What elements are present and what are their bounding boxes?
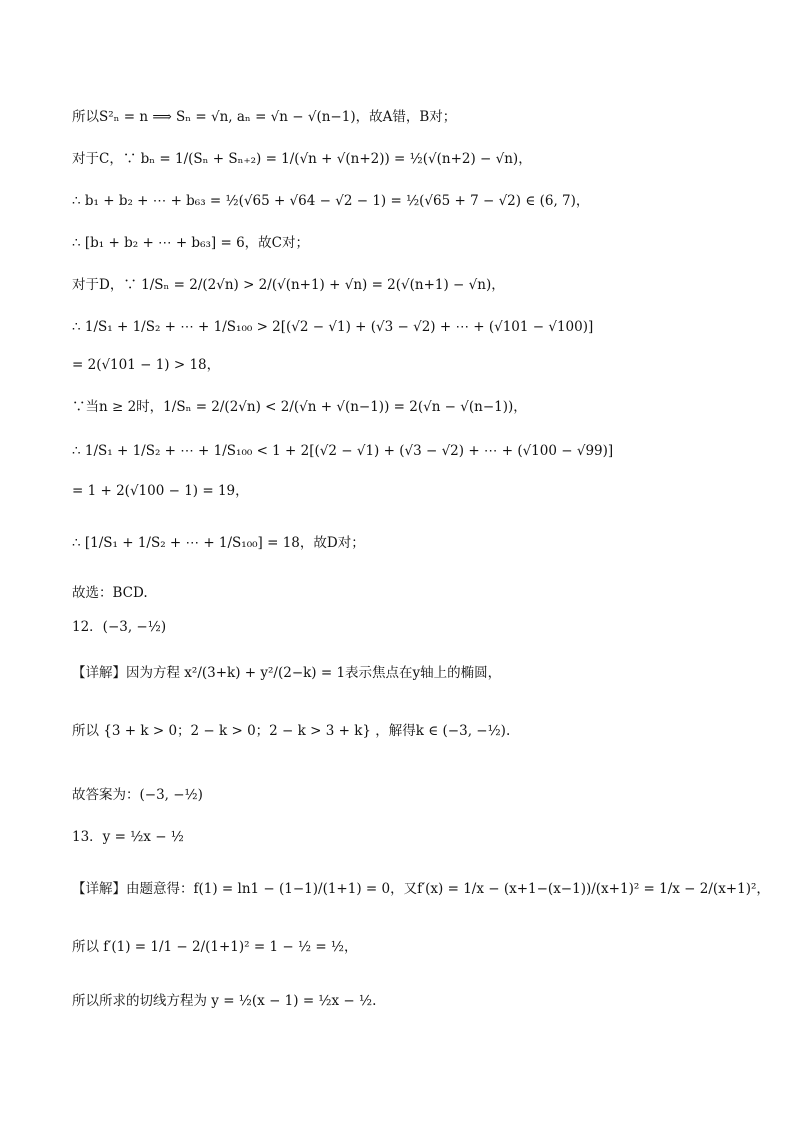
line-q13-tangent: 所以所求的切线方程为 y = ½(x − 1) = ½x − ½. <box>72 993 377 1009</box>
line-q12-final: 故答案为：(−3, −½) <box>72 787 203 803</box>
line-q13-derivative: 所以 f′(1) = 1/1 − 2/(1+1)² = 1 − ½ = ½， <box>72 939 358 955</box>
line-c-floor: ∴ [b₁ + b₂ + ⋯ + b₆₃] = 6，故C对； <box>72 235 309 251</box>
line-d-inequality: 对于D，∵ 1/Sₙ = 2/(2√n) > 2/(√(n+1) + √n) = 2(√(n+1) − √n)， <box>72 277 505 293</box>
line-q12-answer: 12．(−3, −½) <box>72 619 167 635</box>
line-d-sum-upper: ∴ 1/S₁ + 1/S₂ + ⋯ + 1/S₁₀₀ < 1 + 2[(√2 − √1) + (√3 − √2) + ⋯ + (√100 − √99)] <box>72 443 614 459</box>
line-c-sum: ∴ b₁ + b₂ + ⋯ + b₆₃ = ½(√65 + √64 − √2 − 1) = ½(√65 + 7 − √2) ∈ (6, 7)， <box>72 193 590 209</box>
line-d-lower-result: = 2(√101 − 1) > 18， <box>72 357 221 373</box>
line-s-n-result: 所以S²ₙ = n ⟹ Sₙ = √n, aₙ = √n − √(n−1)，故A错，B对； <box>72 109 457 125</box>
line-q13-answer: 13．y = ½x − ½ <box>72 829 184 845</box>
line-q12-system: 所以 {3 + k > 0；2 − k > 0；2 − k > 3 + k} ，解得k ∈ (−3, −½). <box>72 723 511 739</box>
line-d-n-ge-2: ∵当n ≥ 2时，1/Sₙ = 2/(2√n) < 2/(√n + √(n−1)) = 2(√n − √(n−1))， <box>72 399 527 415</box>
line-d-sum-lower: ∴ 1/S₁ + 1/S₂ + ⋯ + 1/S₁₀₀ > 2[(√2 − √1) + (√3 − √2) + ⋯ + (√101 − √100)] <box>72 319 594 335</box>
line-q13-detail: 【详解】由题意得：f(1) = ln1 − (1−1)/(1+1) = 0，又f′(x) = 1/x − (x+1−(x−1))/(x+1)² = 1/x − 2/(x+1)²， <box>72 881 770 897</box>
line-answer-11: 故选：BCD. <box>72 585 148 601</box>
line-d-floor: ∴ [1/S₁ + 1/S₂ + ⋯ + 1/S₁₀₀] = 18，故D对； <box>72 535 365 551</box>
line-d-upper-result: = 1 + 2(√100 − 1) = 19， <box>72 483 249 499</box>
line-q12-detail: 【详解】因为方程 x²/(3+k) + y²/(2−k) = 1表示焦点在y轴上的椭圆， <box>72 665 502 681</box>
line-c-b-n: 对于C，∵ bₙ = 1/(Sₙ + Sₙ₊₂) = 1/(√n + √(n+2)) = ½(√(n+2) − √n)， <box>72 151 532 167</box>
